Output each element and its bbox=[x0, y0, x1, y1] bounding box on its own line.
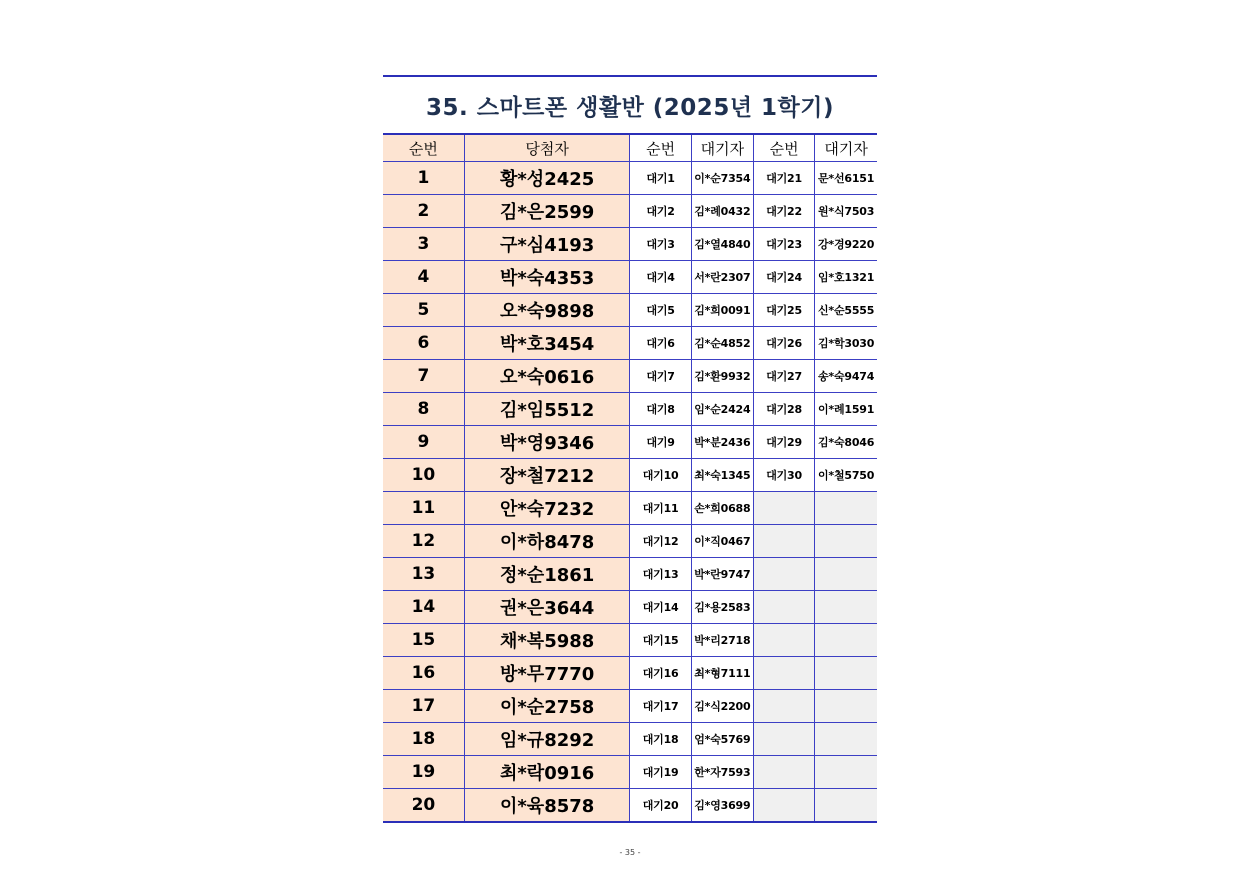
table-row bbox=[383, 360, 877, 393]
winner-number-cell: 10 bbox=[383, 459, 464, 492]
waitlist-name-cell: 임*순2424 bbox=[691, 393, 753, 426]
waitlist-number-cell: 대기14 bbox=[630, 591, 691, 624]
waitlist-number-cell: 대기1 bbox=[630, 162, 691, 195]
waitlist-number-cell: 대기3 bbox=[630, 228, 691, 261]
winner-name-cell: 오*숙0616 bbox=[464, 360, 630, 393]
waitlist-name-cell: 이*철5750 bbox=[815, 459, 877, 492]
waitlist-number-cell bbox=[753, 492, 814, 525]
lottery-table bbox=[383, 133, 877, 823]
waitlist-number-cell: 대기8 bbox=[630, 393, 691, 426]
winner-name-cell: 박*호3454 bbox=[464, 327, 630, 360]
table-row bbox=[383, 723, 877, 756]
waitlist-name-cell: 김*순4852 bbox=[691, 327, 753, 360]
winner-number-cell: 15 bbox=[383, 624, 464, 657]
waitlist-name-cell: 문*선6151 bbox=[815, 162, 877, 195]
waitlist-name-cell: 박*란9747 bbox=[691, 558, 753, 591]
waitlist-name-cell: 김*희0091 bbox=[691, 294, 753, 327]
table-row bbox=[383, 525, 877, 558]
waitlist-name-cell: 박*리2718 bbox=[691, 624, 753, 657]
waitlist-number-cell: 대기11 bbox=[630, 492, 691, 525]
waitlist-number-cell bbox=[753, 723, 814, 756]
winner-name-cell: 채*복5988 bbox=[464, 624, 630, 657]
header-waitlist-1: 대기자 bbox=[691, 134, 753, 162]
waitlist-name-cell: 김*숙8046 bbox=[815, 426, 877, 459]
waitlist-number-cell: 대기16 bbox=[630, 657, 691, 690]
waitlist-name-cell: 한*자7593 bbox=[691, 756, 753, 789]
winner-name-cell: 방*무7770 bbox=[464, 657, 630, 690]
waitlist-number-cell: 대기28 bbox=[753, 393, 814, 426]
table-row bbox=[383, 261, 877, 294]
table-row bbox=[383, 591, 877, 624]
waitlist-name-cell: 김*례0432 bbox=[691, 195, 753, 228]
waitlist-name-cell bbox=[815, 558, 877, 591]
table-row bbox=[383, 426, 877, 459]
waitlist-name-cell: 임*호1321 bbox=[815, 261, 877, 294]
winner-number-cell: 20 bbox=[383, 789, 464, 823]
winner-name-cell: 정*순1861 bbox=[464, 558, 630, 591]
waitlist-name-cell: 김*영3699 bbox=[691, 789, 753, 823]
winner-number-cell: 6 bbox=[383, 327, 464, 360]
waitlist-name-cell bbox=[815, 624, 877, 657]
waitlist-name-cell: 최*형7111 bbox=[691, 657, 753, 690]
waitlist-number-cell bbox=[753, 789, 814, 823]
waitlist-number-cell: 대기27 bbox=[753, 360, 814, 393]
waitlist-name-cell: 송*숙9474 bbox=[815, 360, 877, 393]
waitlist-number-cell bbox=[753, 591, 814, 624]
waitlist-number-cell: 대기2 bbox=[630, 195, 691, 228]
winner-name-cell: 최*락0916 bbox=[464, 756, 630, 789]
waitlist-number-cell: 대기25 bbox=[753, 294, 814, 327]
winner-number-cell: 19 bbox=[383, 756, 464, 789]
winner-number-cell: 5 bbox=[383, 294, 464, 327]
table-row bbox=[383, 228, 877, 261]
waitlist-number-cell: 대기5 bbox=[630, 294, 691, 327]
waitlist-name-cell bbox=[815, 657, 877, 690]
waitlist-name-cell: 최*숙1345 bbox=[691, 459, 753, 492]
winner-name-cell: 권*은3644 bbox=[464, 591, 630, 624]
waitlist-name-cell: 박*분2436 bbox=[691, 426, 753, 459]
waitlist-number-cell: 대기6 bbox=[630, 327, 691, 360]
waitlist-number-cell: 대기19 bbox=[630, 756, 691, 789]
waitlist-number-cell: 대기23 bbox=[753, 228, 814, 261]
waitlist-number-cell: 대기30 bbox=[753, 459, 814, 492]
waitlist-name-cell: 원*식7503 bbox=[815, 195, 877, 228]
waitlist-name-cell bbox=[815, 723, 877, 756]
waitlist-name-cell bbox=[815, 591, 877, 624]
winner-name-cell: 이*육8578 bbox=[464, 789, 630, 823]
header-waitlist-no-2: 순번 bbox=[753, 134, 814, 162]
title-area bbox=[383, 75, 877, 133]
winner-number-cell: 1 bbox=[383, 162, 464, 195]
page-title: 35. 스마트폰 생활반 (2025년 1학기) bbox=[426, 94, 834, 121]
waitlist-number-cell: 대기9 bbox=[630, 426, 691, 459]
waitlist-name-cell: 신*순5555 bbox=[815, 294, 877, 327]
waitlist-name-cell: 김*환9932 bbox=[691, 360, 753, 393]
winner-number-cell: 3 bbox=[383, 228, 464, 261]
winner-name-cell: 황*성2425 bbox=[464, 162, 630, 195]
waitlist-number-cell: 대기4 bbox=[630, 261, 691, 294]
waitlist-name-cell: 엄*숙5769 bbox=[691, 723, 753, 756]
winner-number-cell: 13 bbox=[383, 558, 464, 591]
document-sheet bbox=[383, 75, 877, 823]
waitlist-name-cell: 이*례1591 bbox=[815, 393, 877, 426]
waitlist-number-cell: 대기10 bbox=[630, 459, 691, 492]
waitlist-number-cell bbox=[753, 657, 814, 690]
winner-name-cell: 이*하8478 bbox=[464, 525, 630, 558]
waitlist-name-cell: 김*식2200 bbox=[691, 690, 753, 723]
table-row bbox=[383, 294, 877, 327]
winner-name-cell: 구*심4193 bbox=[464, 228, 630, 261]
table-row bbox=[383, 690, 877, 723]
winner-number-cell: 11 bbox=[383, 492, 464, 525]
table-row bbox=[383, 657, 877, 690]
table-row bbox=[383, 327, 877, 360]
winner-number-cell: 18 bbox=[383, 723, 464, 756]
header-winner-no: 순번 bbox=[383, 134, 464, 162]
waitlist-number-cell: 대기18 bbox=[630, 723, 691, 756]
page-number: - 35 - bbox=[619, 848, 641, 857]
table-body bbox=[383, 162, 877, 823]
waitlist-name-cell bbox=[815, 756, 877, 789]
winner-name-cell: 박*영9346 bbox=[464, 426, 630, 459]
waitlist-name-cell bbox=[815, 789, 877, 823]
waitlist-number-cell bbox=[753, 558, 814, 591]
waitlist-name-cell bbox=[815, 525, 877, 558]
header-waitlist-2: 대기자 bbox=[815, 134, 877, 162]
waitlist-number-cell: 대기15 bbox=[630, 624, 691, 657]
waitlist-number-cell bbox=[753, 525, 814, 558]
waitlist-name-cell: 강*경9220 bbox=[815, 228, 877, 261]
table-row bbox=[383, 492, 877, 525]
waitlist-number-cell: 대기21 bbox=[753, 162, 814, 195]
waitlist-number-cell bbox=[753, 624, 814, 657]
winner-number-cell: 7 bbox=[383, 360, 464, 393]
winner-name-cell: 안*숙7232 bbox=[464, 492, 630, 525]
waitlist-name-cell bbox=[815, 492, 877, 525]
waitlist-number-cell: 대기7 bbox=[630, 360, 691, 393]
waitlist-number-cell: 대기29 bbox=[753, 426, 814, 459]
winner-number-cell: 17 bbox=[383, 690, 464, 723]
waitlist-number-cell bbox=[753, 690, 814, 723]
table-row bbox=[383, 162, 877, 195]
winner-number-cell: 9 bbox=[383, 426, 464, 459]
waitlist-name-cell: 이*직0467 bbox=[691, 525, 753, 558]
waitlist-name-cell: 손*희0688 bbox=[691, 492, 753, 525]
winner-name-cell: 김*은2599 bbox=[464, 195, 630, 228]
table-row bbox=[383, 393, 877, 426]
winner-number-cell: 4 bbox=[383, 261, 464, 294]
waitlist-number-cell: 대기13 bbox=[630, 558, 691, 591]
waitlist-number-cell: 대기20 bbox=[630, 789, 691, 823]
winner-number-cell: 16 bbox=[383, 657, 464, 690]
table-row bbox=[383, 624, 877, 657]
waitlist-number-cell: 대기22 bbox=[753, 195, 814, 228]
winner-name-cell: 박*숙4353 bbox=[464, 261, 630, 294]
table-row bbox=[383, 789, 877, 823]
winner-number-cell: 2 bbox=[383, 195, 464, 228]
winner-name-cell: 장*철7212 bbox=[464, 459, 630, 492]
waitlist-number-cell: 대기17 bbox=[630, 690, 691, 723]
waitlist-name-cell: 서*란2307 bbox=[691, 261, 753, 294]
waitlist-name-cell: 김*용2583 bbox=[691, 591, 753, 624]
waitlist-name-cell: 김*학3030 bbox=[815, 327, 877, 360]
winner-name-cell: 임*규8292 bbox=[464, 723, 630, 756]
header-row bbox=[383, 134, 877, 162]
waitlist-name-cell bbox=[815, 690, 877, 723]
table-row bbox=[383, 756, 877, 789]
waitlist-name-cell: 김*열4840 bbox=[691, 228, 753, 261]
winner-number-cell: 12 bbox=[383, 525, 464, 558]
winner-name-cell: 이*순2758 bbox=[464, 690, 630, 723]
table-row bbox=[383, 459, 877, 492]
winner-name-cell: 김*임5512 bbox=[464, 393, 630, 426]
header-winner: 당첨자 bbox=[464, 134, 630, 162]
winner-number-cell: 8 bbox=[383, 393, 464, 426]
winner-name-cell: 오*숙9898 bbox=[464, 294, 630, 327]
waitlist-number-cell bbox=[753, 756, 814, 789]
waitlist-number-cell: 대기12 bbox=[630, 525, 691, 558]
table-row bbox=[383, 195, 877, 228]
waitlist-number-cell: 대기26 bbox=[753, 327, 814, 360]
waitlist-number-cell: 대기24 bbox=[753, 261, 814, 294]
winner-number-cell: 14 bbox=[383, 591, 464, 624]
header-waitlist-no-1: 순번 bbox=[630, 134, 691, 162]
waitlist-name-cell: 이*순7354 bbox=[691, 162, 753, 195]
table-row bbox=[383, 558, 877, 591]
